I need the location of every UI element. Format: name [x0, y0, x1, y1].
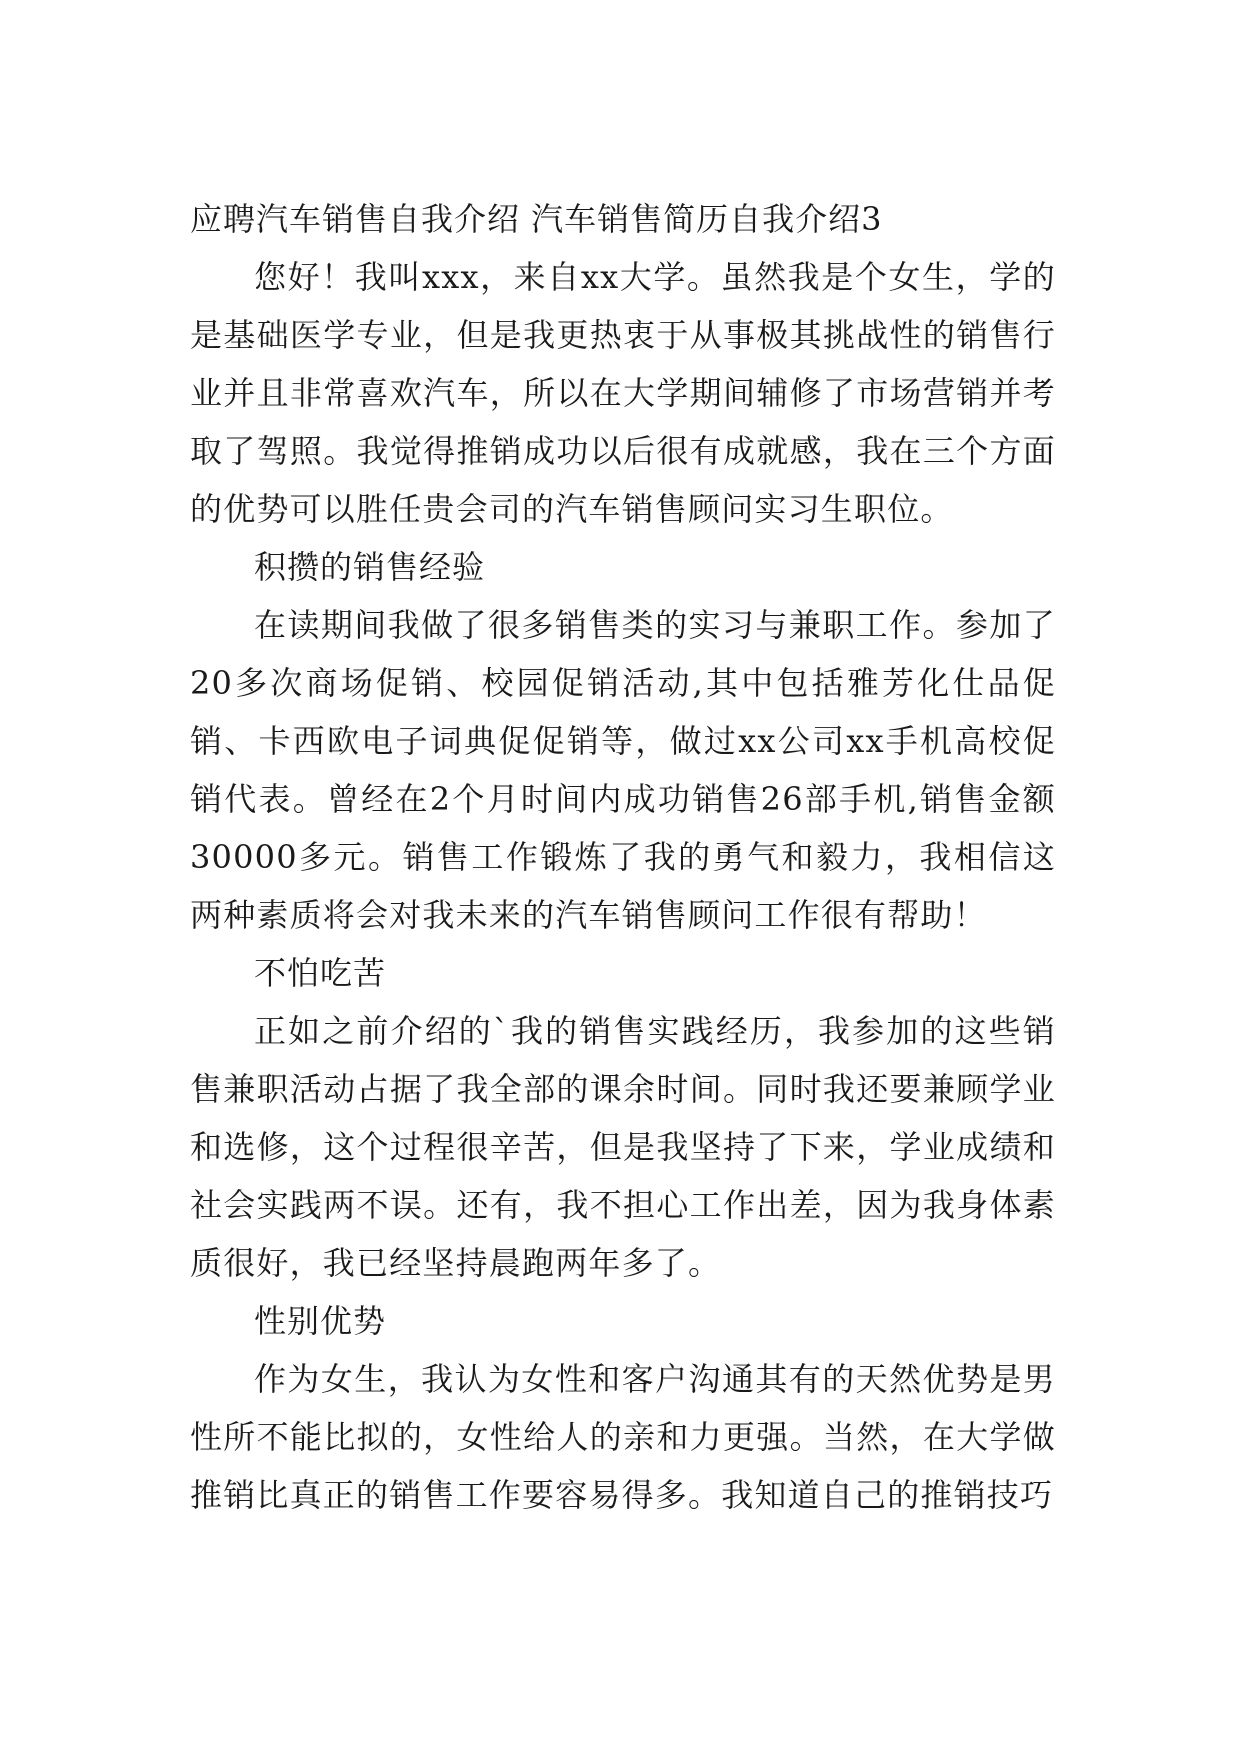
document-page — [190, 190, 1056, 1524]
section-body-hardworking: 正如之前介绍的`我的销售实践经历，我参加的这些销售兼职活动占据了我全部的课余时间。同时我还要兼顾学业和选修，这个过程很辛苦，但是我坚持了下来，学业成绩和社会实践两不误。还有，我不担心工作出差，因为我身体素质很好，我已经坚持晨跑两年多了。 — [190, 1012, 1056, 1282]
document-title: 应聘汽车销售自我介绍 汽车销售简历自我介绍3 — [190, 200, 883, 238]
section-body-gender-advantage: 作为女生，我认为女性和客户沟通其有的天然优势是男性所不能比拟的，女性给人的亲和力更强。当然，在大学做推销比真正的销售工作要容易得多。我知道自己的推销技巧 — [190, 1360, 1056, 1514]
intro-paragraph: 您好！我叫xxx，来自xx大学。虽然我是个女生，学的是基础医学专业，但是我更热衷于从事极其挑战性的销售行业并且非常喜欢汽车，所以在大学期间辅修了市场营销并考取了驾照。我觉得推销成功以后很有成就感，我在三个方面的优势可以胜任贵会司的汽车销售顾问实习生职位。 — [190, 258, 1056, 528]
section-body-sales-experience: 在读期间我做了很多销售类的实习与兼职工作。参加了20多次商场促销、校园促销活动,其中包括雅芳化仕品促销、卡西欧电子词典促促销等，做过xx公司xx手机高校促销代表。曾经在2个月时间内成功销售26部手机,销售金额30000多元。销售工作锻炼了我的勇气和毅力，我相信这两种素质将会对我未来的汽车销售顾问工作很有帮助！ — [190, 606, 1056, 934]
section-heading-gender-advantage: 性别优势 — [254, 1302, 387, 1340]
section-heading-hardworking: 不怕吃苦 — [254, 954, 387, 992]
section-heading-sales-experience: 积攒的销售经验 — [254, 548, 486, 586]
